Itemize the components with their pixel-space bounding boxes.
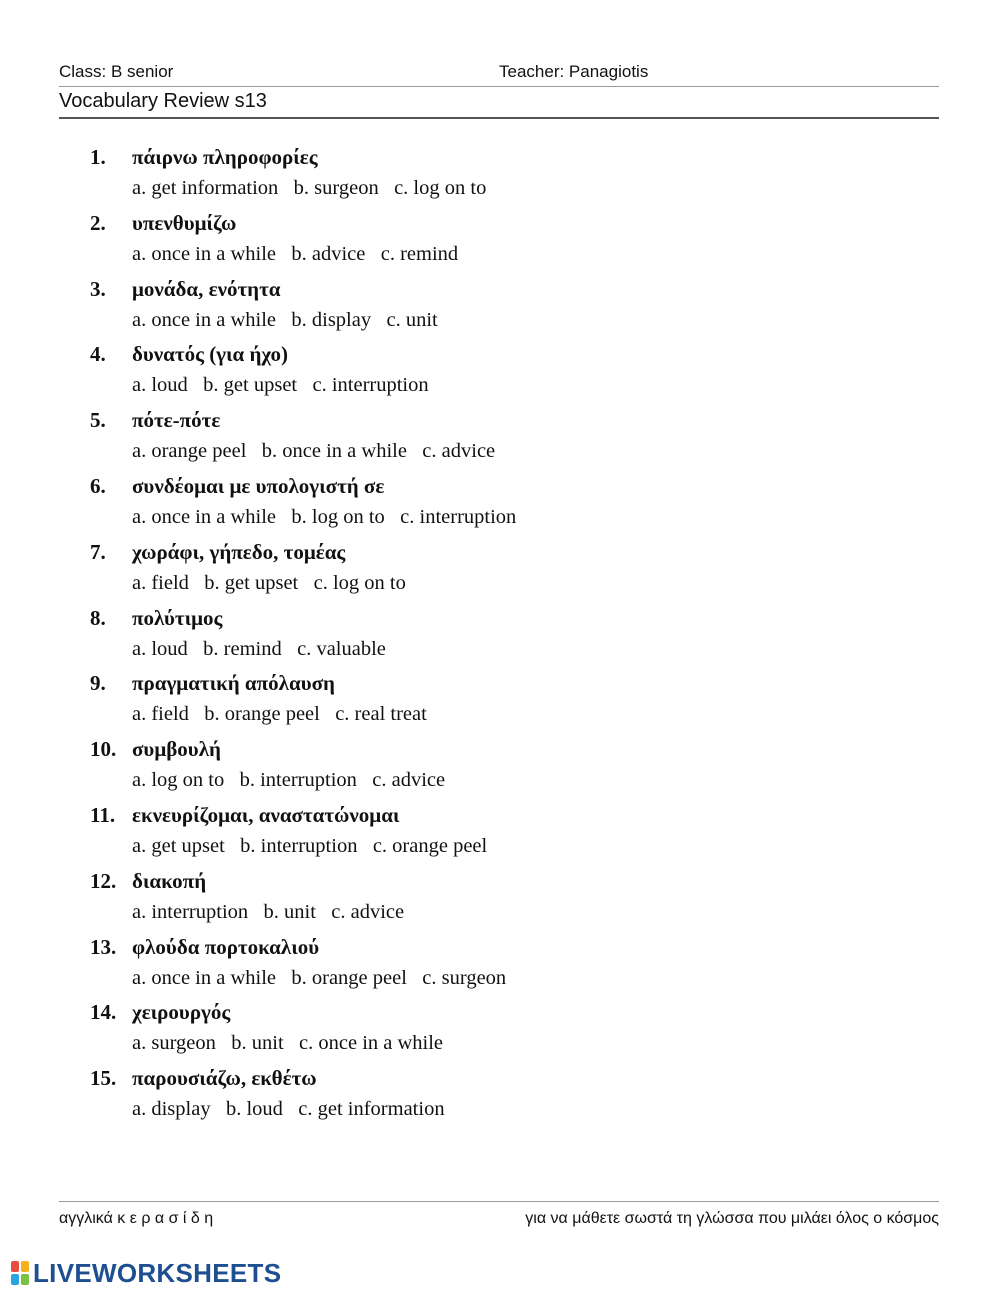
question-options[interactable]: a. field b. orange peel c. real treat bbox=[132, 703, 427, 726]
question-options[interactable]: a. interruption b. unit c. advice bbox=[132, 900, 405, 923]
class-label: Class: B senior bbox=[59, 62, 174, 81]
question-number: 10. bbox=[90, 737, 117, 762]
question-item bbox=[90, 207, 890, 273]
question-number: 3. bbox=[90, 276, 106, 301]
question-number: 5. bbox=[90, 408, 106, 433]
question-item bbox=[90, 536, 890, 602]
question-term: διακοπή bbox=[132, 868, 207, 893]
worksheet-title: Vocabulary Review s13 bbox=[59, 90, 939, 119]
question-number: 1. bbox=[90, 145, 106, 169]
question-term: συμβουλή bbox=[132, 737, 221, 762]
liveworksheets-brand[interactable] bbox=[10, 1258, 281, 1288]
question-options[interactable]: a. surgeon b. unit c. once in a while bbox=[132, 1032, 444, 1055]
question-term: φλούδα πορτοκαλιού bbox=[132, 934, 320, 959]
question-number: 6. bbox=[90, 473, 106, 498]
question-item bbox=[90, 1062, 890, 1128]
question-term: εκνευρίζομαι, αναστατώνομαι bbox=[132, 802, 400, 827]
teacher-label: Teacher: Panagiotis bbox=[499, 62, 649, 81]
question-number: 7. bbox=[90, 539, 106, 564]
footer-right-text: για να μάθετε σωστά τη γλώσσα που μιλάει όλος ο κόσμος bbox=[525, 1210, 939, 1227]
question-list bbox=[90, 141, 890, 1128]
question-options[interactable]: a. loud b. get upset c. interruption bbox=[132, 374, 429, 397]
question-item bbox=[90, 931, 890, 997]
question-options[interactable]: a. get upset b. interruption c. orange peel bbox=[132, 834, 488, 857]
question-options[interactable]: a. once in a while b. advice c. remind bbox=[132, 242, 459, 265]
question-term: συνδέομαι με υπολογιστή σε bbox=[132, 473, 385, 498]
footer-left-text: αγγλικά κ ε ρ α σ ί δ η bbox=[59, 1210, 214, 1227]
question-term: χειρουργός bbox=[132, 1000, 231, 1025]
question-number: 15. bbox=[90, 1066, 117, 1091]
question-options[interactable]: a. orange peel b. once in a while c. advice bbox=[132, 440, 496, 463]
brand-text: LIVEWORKSHEETS bbox=[33, 1257, 282, 1288]
question-options[interactable]: a. get information b. surgeon c. log on to bbox=[132, 177, 487, 199]
liveworksheets-logo-icon bbox=[10, 1260, 30, 1286]
question-item bbox=[90, 799, 890, 865]
question-item bbox=[90, 667, 890, 733]
question-item bbox=[90, 470, 890, 536]
question-item bbox=[90, 602, 890, 668]
question-number: 14. bbox=[90, 1000, 117, 1025]
question-term: πραγματική απόλαυση bbox=[132, 671, 335, 696]
worksheet-header bbox=[59, 62, 939, 87]
question-item bbox=[90, 404, 890, 470]
question-item bbox=[90, 996, 890, 1062]
question-item bbox=[90, 273, 890, 339]
question-item bbox=[90, 338, 890, 404]
question-term: πάιρνω πληροφορίες bbox=[132, 145, 318, 169]
question-number: 11. bbox=[90, 802, 116, 827]
footer-divider bbox=[59, 1201, 939, 1202]
question-options[interactable]: a. loud b. remind c. valuable bbox=[132, 637, 386, 660]
question-number: 2. bbox=[90, 210, 106, 235]
question-number: 9. bbox=[90, 671, 106, 696]
question-options[interactable]: a. field b. get upset c. log on to bbox=[132, 571, 406, 594]
question-number: 4. bbox=[90, 342, 106, 367]
question-options[interactable]: a. once in a while b. display c. unit bbox=[132, 308, 438, 331]
question-options[interactable]: a. once in a while b. orange peel c. surgeon bbox=[132, 966, 507, 989]
question-term: πολύτιμος bbox=[132, 605, 223, 630]
question-options[interactable]: a. once in a while b. log on to c. interruption bbox=[132, 505, 517, 528]
question-number: 13. bbox=[90, 934, 117, 959]
question-item bbox=[90, 141, 890, 207]
question-number: 8. bbox=[90, 605, 106, 630]
question-item bbox=[90, 865, 890, 931]
question-options[interactable]: a. display b. loud c. get information bbox=[132, 1098, 445, 1121]
question-term: παρουσιάζω, εκθέτω bbox=[132, 1066, 317, 1091]
question-term: πότε-πότε bbox=[132, 408, 221, 433]
question-term: μονάδα, ενότητα bbox=[132, 276, 281, 301]
question-term: δυνατός (για ήχο) bbox=[132, 342, 289, 367]
question-term: υπενθυμίζω bbox=[132, 210, 237, 235]
question-item bbox=[90, 733, 890, 799]
question-options[interactable]: a. log on to b. interruption c. advice bbox=[132, 769, 446, 792]
question-term: χωράφι, γήπεδο, τομέας bbox=[132, 539, 346, 564]
question-number: 12. bbox=[90, 868, 117, 893]
